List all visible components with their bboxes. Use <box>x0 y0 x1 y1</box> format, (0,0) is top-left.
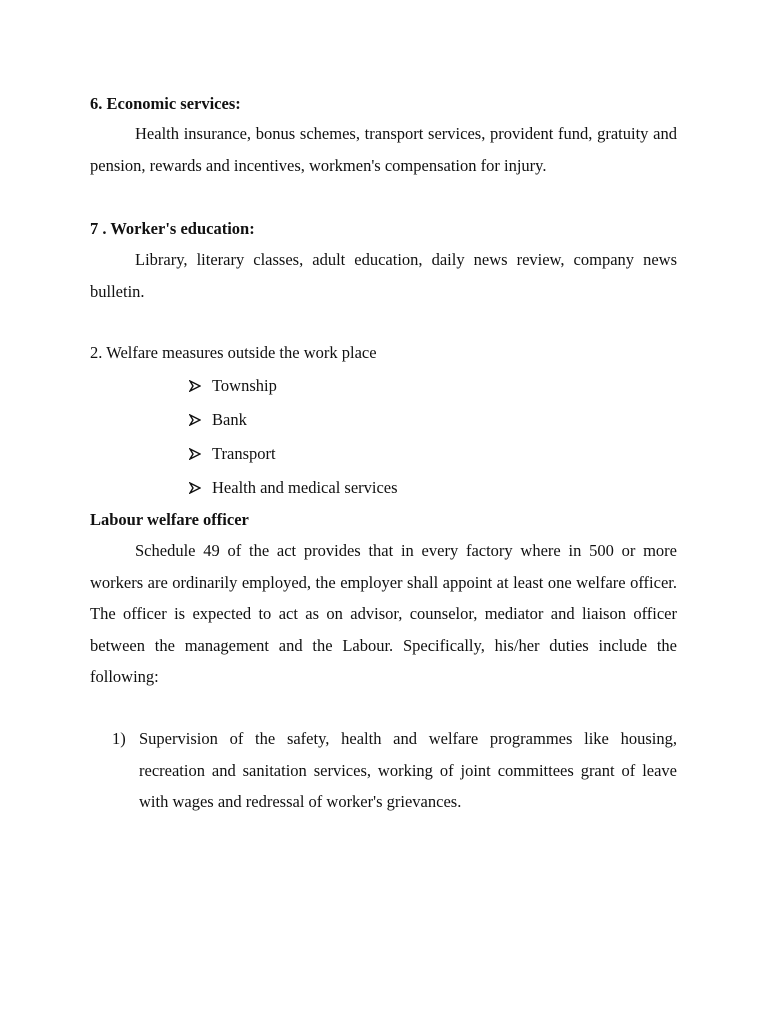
labour-welfare-officer-paragraph: Schedule 49 of the act provides that in every factory where in 500 or more workers are ordinarily employed, the employer shall appoint at least one welfare officer. The officer is expected to act as on advisor, counselor, mediator and liaison officer between the management and the Labour. Specifically, his/her duties include the following: <box>90 541 677 686</box>
arrow-bullet-icon <box>189 380 201 392</box>
bullet-label: Health and medical services <box>212 478 398 497</box>
duty-number: 1) <box>112 729 126 748</box>
section-7-paragraph: Library, literary classes, adult education, daily news review, company news bulletin. <box>90 250 677 301</box>
section-6-paragraph: Health insurance, bonus schemes, transport services, provident fund, gratuity and pension, rewards and incentives, workmen's compensation for injury. <box>90 124 677 175</box>
section-7-heading: 7 . Worker's education: <box>90 219 255 238</box>
arrow-bullet-icon <box>189 414 201 426</box>
bullet-label: Bank <box>212 410 247 429</box>
labour-welfare-officer-heading: Labour welfare officer <box>90 510 249 529</box>
duty-text: Supervision of the safety, health and welfare programmes like housing, recreation and sanitation services, working of joint committees grant of leave with wages and redressal of worker's grievances. <box>139 729 677 811</box>
arrow-bullet-icon <box>189 448 201 460</box>
section-6-heading: 6. Economic services: <box>90 94 241 113</box>
arrow-bullet-icon <box>189 482 201 494</box>
bullet-label: Transport <box>212 444 276 463</box>
bullet-label: Township <box>212 376 277 395</box>
outside-welfare-heading: 2. Welfare measures outside the work place <box>90 343 377 362</box>
